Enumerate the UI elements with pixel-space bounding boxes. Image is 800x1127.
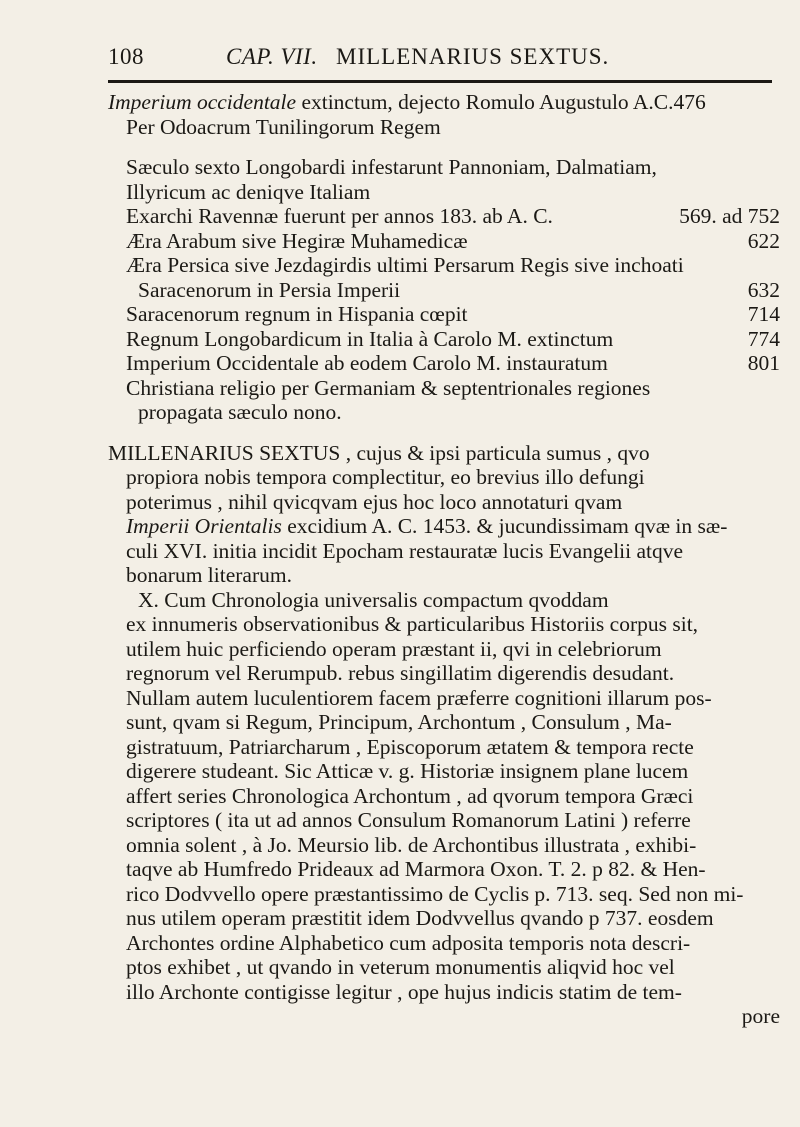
- chronology-row: Regnum Longobardicum in Italia à Carolo M. extinctum 774: [126, 326, 780, 351]
- lombard-line2: Illyricum ac deniqve Italiam: [126, 179, 371, 204]
- chronology-year: 774: [747, 326, 780, 351]
- text-line: digerere studeant. Sic Atticæ v. g. Historiæ insignem plane lucem: [126, 759, 689, 783]
- italic-phrase: Imperii Orientalis: [126, 514, 282, 538]
- text-line: MILLENARIUS SEXTUS , cujus & ipsi particula sumus , qvo: [108, 440, 650, 465]
- chronology-intro-line: [108, 90, 780, 115]
- catchword-line: [108, 1004, 780, 1029]
- chronology-year: 632: [747, 277, 780, 302]
- chronology-year: 622: [747, 228, 780, 253]
- text-line: scriptores ( ita ut ad annos Consulum Romanorum Latini ) referre: [126, 808, 691, 832]
- chronology-row: propagata sæculo nono.: [138, 400, 342, 424]
- chapter-label: CAP. VII.: [226, 44, 318, 69]
- chronology-row: Christiana religio per Germaniam & septentrionales regiones: [126, 375, 651, 400]
- text-line: Imperii Orientalis excidium A. C. 1453. & jucundissimam qvæ in sæ-: [126, 514, 728, 538]
- chronology-intro-line2: Per Odoacrum Tunilingorum Regem: [126, 114, 441, 139]
- chronology-row: Æra Persica sive Jezdagirdis ultimi Persarum Regis sive inchoati: [126, 253, 684, 277]
- text-line: ptos exhibet , ut qvando in veterum monumentis aliqvid hoc vel: [126, 955, 675, 979]
- chronology-year: 714: [747, 302, 780, 326]
- catchword: pore: [741, 1004, 780, 1028]
- text-line: illo Archonte contigisse legitur , ope hujus indicis statim de tem-: [126, 979, 682, 1004]
- text-line: Nullam autem luculentiorem facem præferre cognitioni illarum pos-: [126, 685, 712, 710]
- text-line: X. Cum Chronologia universalis compactum qvoddam: [138, 587, 609, 612]
- paragraph-millenarius: [108, 441, 780, 588]
- running-title: MILLENARIUS SEXTUS.: [336, 44, 610, 69]
- text-line: propiora nobis tempora complectitur, eo brevius illo defungi: [126, 465, 645, 489]
- text-line: bonarum literarum.: [126, 563, 292, 587]
- chronology-row: Imperium Occidentale ab eodem Carolo M. instauratum 801: [126, 351, 780, 375]
- text-line: taqve ab Humfredo Prideaux ad Marmora Oxon. T. 2. p 82. & Hen-: [126, 857, 706, 881]
- intro-italic: Imperium occidentale: [108, 90, 297, 114]
- text-line: regnorum vel Rerumpub. rebus singillatim digerendis desudant.: [126, 661, 675, 685]
- text-line: affert series Chronologica Archontum , ad qvorum tempora Græci: [126, 783, 694, 808]
- text-line: sunt, qvam si Regum, Principum, Archontum , Consulum , Ma-: [126, 710, 672, 734]
- chronology-row: Exarchi Ravennæ fuerunt per annos 183. ab A. C. 569. ad 752: [126, 204, 780, 228]
- chronology-list: [108, 204, 780, 425]
- lombard-line1: Sæculo sexto Longobardi infestarunt Pannoniam, Dalmatiam,: [126, 155, 657, 179]
- text-line: rico Dodvvello opere præstantissimo de Cyclis p. 713. seq. Sed non mi-: [126, 881, 744, 906]
- text-line: culi XVI. initia incidit Epocham restauratæ lucis Evangelii atqve: [126, 538, 684, 563]
- chronology-row: Æra Arabum sive Hegiræ Muhamedicæ 622: [126, 228, 780, 253]
- text-line: nus utilem operam præstitit idem Dodvvellus qvando p 737. eosdem: [126, 906, 714, 930]
- running-header: [108, 40, 772, 83]
- text-line: omnia solent , à Jo. Meursio lib. de Archontibus illustrata , exhibi-: [126, 832, 697, 857]
- text-line: poterimus , nihil qvicqvam ejus hoc loco annotaturi qvam: [126, 489, 623, 514]
- text-line: utilem huic perficiendo operam præstant ii, qvi in celebriorum: [126, 636, 662, 661]
- text-line: gistratuum, Patriarcharum , Episcoporum ætatem & tempora recte: [126, 734, 694, 759]
- intro-rest: extinctum, dejecto Romulo Augustulo A.C.476: [296, 90, 706, 114]
- paragraph-x: [108, 588, 780, 1029]
- chronology-year: 569. ad 752: [679, 204, 780, 228]
- text-line: Archontes ordine Alphabetico cum adposita temporis nota descri-: [126, 930, 691, 955]
- chronology-row: Saracenorum regnum in Hispania cœpit 714: [126, 302, 780, 326]
- chronology-year: 801: [747, 351, 780, 375]
- page-number: 108: [108, 44, 144, 69]
- chronology-row: Saracenorum in Persia Imperii 632: [138, 277, 780, 302]
- text-line: ex innumeris observationibus & particularibus Historiis corpus sit,: [126, 612, 699, 636]
- page-body: [108, 90, 780, 1029]
